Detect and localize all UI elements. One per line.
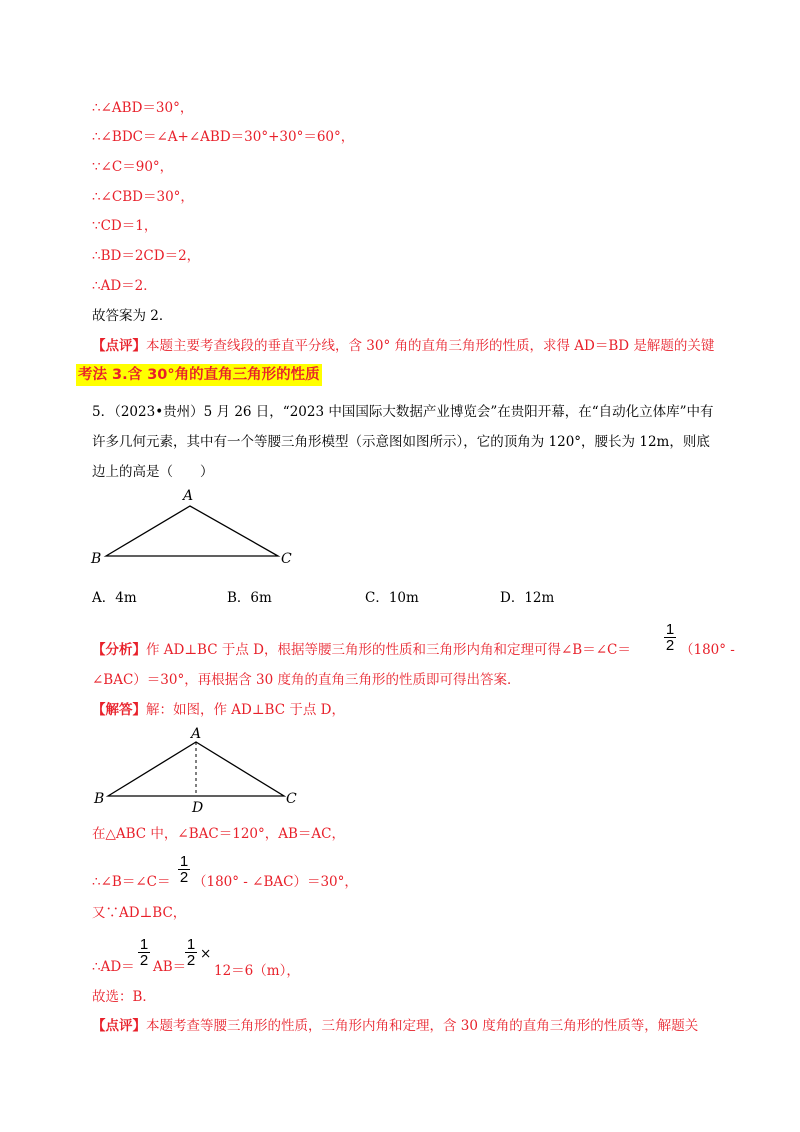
option-c[interactable]: C．10m bbox=[365, 590, 419, 606]
analysis-line bbox=[92, 640, 631, 660]
review-block bbox=[92, 1016, 698, 1036]
question-line: 边上的高是（ ） bbox=[92, 464, 214, 480]
step-line: ∴AD＝ bbox=[92, 959, 135, 975]
fraction-half: $\frac{1}{2}$ bbox=[186, 936, 196, 969]
review-text: 本题考查等腰三角形的性质，三角形内角和定理，含 30 度角的直角三角形的性质等，解题关 bbox=[146, 1018, 699, 1034]
triangle-altitude-figure bbox=[92, 724, 312, 814]
analysis-line: ∠BAC）＝30°，再根据含 30 度角的直角三角形的性质即可得出答案． bbox=[92, 672, 521, 688]
answer-tag: 【解答】 bbox=[92, 702, 146, 718]
vertex-label-a: A bbox=[183, 488, 194, 504]
step-line: 故选：B． bbox=[92, 989, 156, 1005]
vertex-label-d: D bbox=[192, 800, 204, 814]
question-line: 许多几何元素，其中有一个等腰三角形模型（示意图如图所示），它的顶角为 120°，腰长为 12m，则底 bbox=[92, 434, 710, 450]
review-tag: 【点评】 bbox=[92, 338, 146, 354]
solution-line: ∴AD＝2． bbox=[92, 278, 157, 294]
solution-line: ∴∠BDC＝∠A+∠ABD＝30°+30°＝60°， bbox=[92, 129, 355, 145]
triangle-figure bbox=[80, 484, 310, 574]
solution-line: ∵∠C＝90°， bbox=[92, 159, 174, 175]
solution-line: ∴∠ABD＝30°， bbox=[92, 100, 194, 116]
fraction-half: $\frac{1}{2}$ bbox=[139, 936, 149, 969]
step-line: ∴∠B＝∠C＝ bbox=[92, 874, 171, 890]
question-line: 5．（2023•贵州）5 月 26 日，“2023 中国国际大数据产业博览会”在贵阳开幕，在“自动化立体库”中有 bbox=[92, 404, 714, 420]
option-a[interactable]: A．4m bbox=[92, 590, 137, 606]
vertex-label-b: B bbox=[94, 791, 105, 807]
review-block bbox=[92, 336, 714, 356]
solution-line: ∴∠CBD＝30°， bbox=[92, 189, 194, 205]
times-sign: × bbox=[200, 946, 212, 962]
review-text: 本题主要考查线段的垂直平分线，含 30° 角的直角三角形的性质，求得 AD＝BD 是解题的关键 bbox=[146, 338, 715, 354]
step-line: 又∵AD⊥BC， bbox=[92, 905, 187, 921]
answer-summary: 故答案为 2． bbox=[92, 308, 173, 324]
step-line: 在△ABC 中，∠BAC＝120°，AB＝AC， bbox=[92, 826, 345, 842]
answer-line bbox=[92, 700, 345, 720]
analysis-tag: 【分析】 bbox=[92, 642, 146, 658]
step-line: 12＝6（m）， bbox=[214, 963, 300, 979]
review-tag: 【点评】 bbox=[92, 1018, 146, 1034]
vertex-label-b: B bbox=[91, 551, 102, 567]
analysis-text: 作 AD⊥BC 于点 D，根据等腰三角形的性质和三角形内角和定理可得∠B＝∠C＝ bbox=[146, 642, 631, 658]
solution-line: ∴BD＝2CD＝2， bbox=[92, 248, 201, 264]
step-line: （180° - ∠BAC）＝30°， bbox=[193, 874, 358, 890]
answer-text: 解：如图，作 AD⊥BC 于点 D， bbox=[146, 702, 345, 718]
vertex-label-a: A bbox=[191, 726, 202, 742]
vertex-label-c: C bbox=[286, 791, 297, 807]
fraction-half: $\frac{1}{2}$ bbox=[179, 853, 189, 886]
option-b[interactable]: B．6m bbox=[227, 590, 272, 606]
section-heading: 考法 3.含 30°角的直角三角形的性质 bbox=[76, 364, 322, 386]
analysis-text-cont: （180° - bbox=[680, 642, 735, 658]
vertex-label-c: C bbox=[281, 551, 292, 567]
step-line: AB＝ bbox=[153, 959, 187, 975]
fraction-half: $\frac{1}{2}$ bbox=[665, 621, 675, 654]
option-d[interactable]: D．12m bbox=[500, 590, 555, 606]
solution-line: ∵CD＝1， bbox=[92, 218, 158, 234]
